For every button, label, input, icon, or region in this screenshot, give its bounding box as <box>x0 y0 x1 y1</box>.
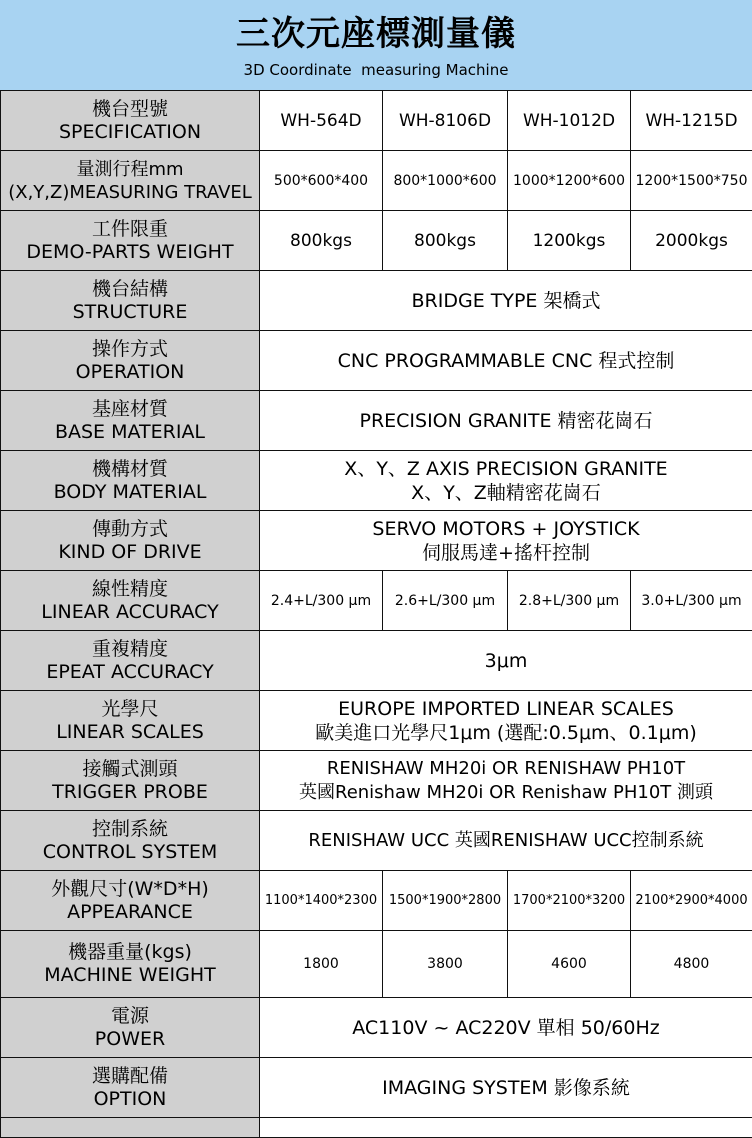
label-en: POWER <box>1 1028 259 1051</box>
value-cell: 2.8+L/300 μm <box>508 571 631 631</box>
row-label <box>1 1118 260 1138</box>
row-label <box>1 631 260 691</box>
value-cell: 1000*1200*600 <box>508 151 631 211</box>
label-en: BASE MATERIAL <box>1 421 259 444</box>
value-cell: CNC PROGRAMMABLE CNC 程式控制 <box>260 331 752 391</box>
row-label <box>1 931 260 998</box>
row-label <box>1 1058 260 1118</box>
value-cell <box>260 691 752 751</box>
model-cell: WH-1215D <box>631 91 752 151</box>
label-en: MACHINE WEIGHT <box>1 964 259 987</box>
label-zh: 光學尺 <box>1 698 259 721</box>
row-label <box>1 91 260 151</box>
label-zh: 接觸式測頭 <box>1 758 259 781</box>
label-zh: 線性精度 <box>1 578 259 601</box>
label-en: SPECIFICATION <box>1 121 259 144</box>
page-header <box>0 0 752 90</box>
value-cell: IMAGING SYSTEM 影像系統 <box>260 1058 752 1118</box>
label-zh: 基座材質 <box>1 398 259 421</box>
row-demo-parts-weight <box>1 211 752 271</box>
value-cell: 800*1000*600 <box>383 151 508 211</box>
value-line-en: EUROPE IMPORTED LINEAR SCALES <box>260 697 752 721</box>
label-en: BODY MATERIAL <box>1 481 259 504</box>
row-label <box>1 998 260 1058</box>
row-label <box>1 271 260 331</box>
model-cell: WH-564D <box>260 91 383 151</box>
row-option <box>1 1058 752 1118</box>
value-cell: PRECISION GRANITE 精密花崗石 <box>260 391 752 451</box>
label-en: KIND OF DRIVE <box>1 541 259 564</box>
value-cell: BRIDGE TYPE 架橋式 <box>260 271 752 331</box>
row-repeat-accuracy <box>1 631 752 691</box>
label-en: OPTION <box>1 1088 259 1111</box>
page-title: 三次元座標測量儀 <box>0 12 752 56</box>
row-base-material <box>1 391 752 451</box>
value-cell: 1800 <box>260 931 383 998</box>
value-cell <box>260 751 752 811</box>
row-trigger-probe <box>1 751 752 811</box>
value-cell: 2.6+L/300 μm <box>383 571 508 631</box>
row-linear-accuracy <box>1 571 752 631</box>
label-zh: 量測行程mm <box>1 158 259 181</box>
row-label <box>1 571 260 631</box>
row-label <box>1 871 260 931</box>
row-control-system <box>1 811 752 871</box>
label-zh: 操作方式 <box>1 338 259 361</box>
row-machine-weight <box>1 931 752 998</box>
value-cell <box>260 511 752 571</box>
row-label <box>1 331 260 391</box>
row-label <box>1 391 260 451</box>
value-cell: 2000kgs <box>631 211 752 271</box>
row-label <box>1 211 260 271</box>
row-appearance <box>1 871 752 931</box>
value-line-en: X、Y、Z AXIS PRECISION GRANITE <box>260 457 752 481</box>
row-linear-scales <box>1 691 752 751</box>
row-power <box>1 998 752 1058</box>
label-en: EPEAT ACCURACY <box>1 661 259 684</box>
value-cell: 4800 <box>631 931 752 998</box>
label-en: STRUCTURE <box>1 301 259 324</box>
label-zh: 機構材質 <box>1 458 259 481</box>
value-cell <box>260 451 752 511</box>
row-label <box>1 151 260 211</box>
value-line-zh: X、Y、Z軸精密花崗石 <box>260 481 752 505</box>
row-empty <box>1 1118 752 1138</box>
row-measuring-travel <box>1 151 752 211</box>
row-label <box>1 451 260 511</box>
label-en: (X,Y,Z)MEASURING TRAVEL <box>1 181 259 204</box>
row-body-material <box>1 451 752 511</box>
value-cell: 3.0+L/300 μm <box>631 571 752 631</box>
label-en: DEMO-PARTS WEIGHT <box>1 241 259 264</box>
row-label <box>1 751 260 811</box>
row-label <box>1 511 260 571</box>
row-structure <box>1 271 752 331</box>
value-cell: 800kgs <box>260 211 383 271</box>
row-specification <box>1 91 752 151</box>
label-en: CONTROL SYSTEM <box>1 841 259 864</box>
value-line-en: RENISHAW MH20i OR RENISHAW PH10T <box>260 757 752 781</box>
value-line-zh: 英國Renishaw MH20i OR Renishaw PH10T 測頭 <box>260 781 752 805</box>
spec-table <box>0 90 752 1138</box>
value-cell: 1200kgs <box>508 211 631 271</box>
row-operation <box>1 331 752 391</box>
model-cell: WH-1012D <box>508 91 631 151</box>
row-label <box>1 811 260 871</box>
value-cell: 2100*2900*4000 <box>631 871 752 931</box>
label-zh: 外觀尺寸(W*D*H) <box>1 878 259 901</box>
label-en: LINEAR ACCURACY <box>1 601 259 624</box>
label-zh: 重複精度 <box>1 638 259 661</box>
value-cell: 1500*1900*2800 <box>383 871 508 931</box>
value-cell: RENISHAW UCC 英國RENISHAW UCC控制系統 <box>260 811 752 871</box>
label-en: APPEARANCE <box>1 901 259 924</box>
value-line-zh: 伺服馬達+搖杆控制 <box>260 541 752 565</box>
label-zh: 機器重量(kgs) <box>1 941 259 964</box>
value-cell: 800kgs <box>383 211 508 271</box>
value-line-en: SERVO MOTORS + JOYSTICK <box>260 517 752 541</box>
label-zh: 機台型號 <box>1 98 259 121</box>
label-en: TRIGGER PROBE <box>1 781 259 804</box>
page-subtitle: 3D Coordinate measuring Machine <box>0 61 752 79</box>
row-kind-of-drive <box>1 511 752 571</box>
label-zh: 電源 <box>1 1005 259 1028</box>
value-cell: 1200*1500*750 <box>631 151 752 211</box>
value-cell: 2.4+L/300 μm <box>260 571 383 631</box>
label-zh: 機台結構 <box>1 278 259 301</box>
value-cell: 3800 <box>383 931 508 998</box>
label-en: LINEAR SCALES <box>1 721 259 744</box>
label-zh: 傳動方式 <box>1 518 259 541</box>
label-zh: 控制系統 <box>1 818 259 841</box>
value-line-zh: 歐美進口光學尺1μm (選配:0.5μm、0.1μm) <box>260 721 752 745</box>
value-cell: 1700*2100*3200 <box>508 871 631 931</box>
label-zh: 選購配備 <box>1 1065 259 1088</box>
value-cell: AC110V ~ AC220V 單相 50/60Hz <box>260 998 752 1058</box>
value-cell: 3μm <box>260 631 752 691</box>
value-cell: 4600 <box>508 931 631 998</box>
value-cell: 1100*1400*2300 <box>260 871 383 931</box>
row-label <box>1 691 260 751</box>
label-en: OPERATION <box>1 361 259 384</box>
label-zh: 工件限重 <box>1 218 259 241</box>
value-cell <box>260 1118 752 1138</box>
value-cell: 500*600*400 <box>260 151 383 211</box>
model-cell: WH-8106D <box>383 91 508 151</box>
